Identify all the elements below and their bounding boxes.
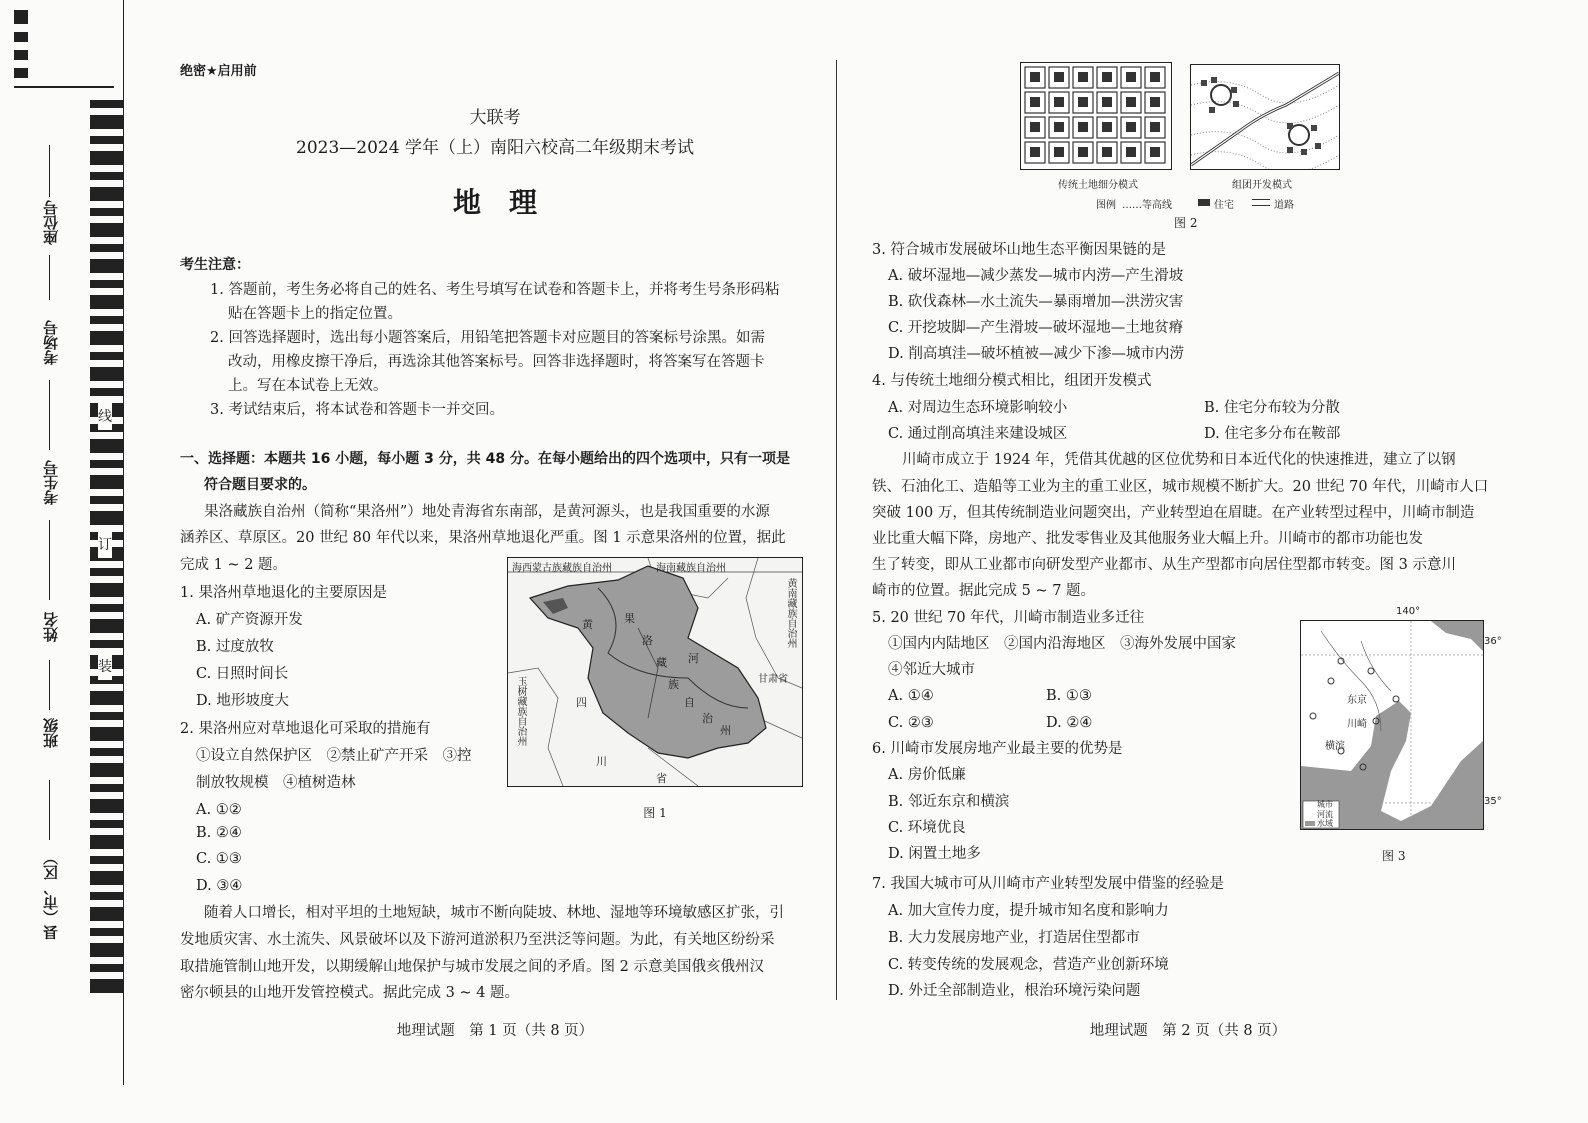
fig2-legend-residence: 住宅: [1214, 200, 1234, 211]
binding-mark-line: 线: [98, 402, 112, 430]
notice-line: 1. 答题前，考生务必将自己的姓名、考生号填写在试卷和答题卡上，并将考生号条形码粘: [210, 282, 780, 298]
passage-2-line: 随着人口增长，相对平坦的土地短缺，城市不断向陡坡、林地、湿地等环境敏感区扩张，引: [204, 905, 784, 921]
question-3: 3. 符合城市发展破坏山地生态平衡因果链的是: [872, 242, 1166, 258]
fig2-legend: 图例: [1096, 200, 1116, 211]
figure-2-left-grid: [1020, 62, 1172, 170]
q5-option-a[interactable]: A. ①④: [888, 688, 934, 704]
q2-option-b[interactable]: B. ②④: [196, 825, 242, 841]
exam-title: 2023—2024 学年（上）南阳六校高二年级期末考试: [296, 138, 694, 158]
binding-mark-bind: 装: [98, 652, 112, 680]
fig1-label: 甘肃省: [758, 674, 788, 685]
passage-3-line: 川崎市成立于 1924 年，凭借其优越的区位优势和日本近代化的快速推进，建立了以钢: [902, 452, 1456, 468]
q2-option-a[interactable]: A. ①②: [196, 802, 242, 818]
q4-option-c[interactable]: C. 通过削高填洼来建设城区: [888, 426, 1068, 442]
notice-line: 改动，用橡皮擦干净后，再选涂其他答案标号。回答非选择题时，将答案写在答题卡: [228, 354, 765, 370]
q4-option-a[interactable]: A. 对周边生态环境影响较小: [888, 400, 1068, 416]
figure-1-map: [507, 557, 803, 787]
fig2-right-caption: 组团开发模式: [1232, 180, 1292, 191]
passage-3-line: 突破 100 万，但其传统制造业问题突出，产业转型迫在眉睫。在产业转型过程中，川崎市制造: [872, 505, 1475, 521]
q2-statements: 制放牧规模 ④植树造林: [196, 775, 356, 791]
q7-option-a[interactable]: A. 加大宣传力度，提升城市知名度和影响力: [888, 903, 1169, 919]
class-label: 班级: [42, 718, 60, 748]
passage-1-line: 完成 1 ~ 2 题。: [180, 557, 288, 573]
passage-1-line: 涵养区、草原区。20 世纪 80 年代以来，果洛州草地退化严重。图 1 示意果洛州的位置，据此: [180, 530, 786, 546]
q4-option-b[interactable]: B. 住宅分布较为分散: [1204, 400, 1340, 416]
notice-title: 考生注意：: [180, 257, 250, 273]
exam-room-label: 考场号: [42, 320, 60, 365]
q4-option-d[interactable]: D. 住宅多分布在鞍部: [1204, 426, 1341, 442]
fig3-legend-water: 水域: [1317, 819, 1333, 828]
question-4: 4. 与传统土地细分模式相比，组团开发模式: [872, 373, 1152, 389]
section-heading: 一、选择题：本题共 16 小题，每小题 3 分，共 48 分。在每小题给出的四个选项中，只有一项是: [180, 451, 790, 467]
page-2-footer: 地理试题 第 2 页（共 8 页）: [1089, 1023, 1287, 1039]
fig2-legend-contour: ……等高线: [1122, 200, 1172, 211]
fig1-label: 川: [596, 755, 607, 768]
figure-3-caption: 图 3: [1382, 849, 1406, 863]
fig3-lat-36: 36°: [1484, 636, 1502, 647]
q2-statements: ①设立自然保护区 ②禁止矿产开采 ③控: [196, 748, 472, 764]
page-1-footer: 地理试题 第 1 页（共 8 页）: [396, 1023, 594, 1039]
exam-brand: 大联考: [469, 108, 521, 128]
passage-3-line: 业比重大幅下降，房地产、批发零售业及其他服务业大幅上升。川崎市的都市功能也发: [872, 531, 1423, 547]
passage-2-line: 密尔顿县的山地开发管控模式。据此完成 3 ~ 4 题。: [180, 985, 520, 1001]
q3-option-a[interactable]: A. 破坏湿地—减少蒸发—城市内涝—产生滑坡: [888, 268, 1184, 284]
fig3-kawasaki: 川崎: [1347, 719, 1367, 730]
road-legend-swatch: [1252, 199, 1270, 206]
fig1-label: 海南藏族自治州: [656, 563, 726, 574]
question-7: 7. 我国大城市可从川崎市产业转型发展中借鉴的经验是: [872, 876, 1224, 892]
fig1-label: 治: [702, 712, 713, 725]
figure-3-map: [1300, 620, 1484, 830]
passage-3-line: 生了转变，即从工业都市向研发型产业都市、从生产型都市向居住型都市转变。图 3 示意川: [872, 557, 1456, 573]
passage-3-line: 崎市的位置。据此完成 5 ~ 7 题。: [872, 583, 1096, 599]
q1-option-a[interactable]: A. 矿产资源开发: [196, 612, 303, 628]
seat-number-label: 座位号: [42, 200, 60, 245]
fig3-lat-35: 35°: [1484, 796, 1502, 807]
binding-mark-staple: 订: [98, 530, 112, 558]
figure-2-right-cluster: [1190, 64, 1340, 170]
fig1-label: 黄: [582, 618, 593, 631]
residence-legend-swatch: [1198, 199, 1210, 206]
q7-option-b[interactable]: B. 大力发展房地产业，打造居住型都市: [888, 930, 1140, 946]
q1-option-b[interactable]: B. 过度放牧: [196, 639, 274, 655]
q5-statements: ①国内内陆地区 ②国内沿海地区 ③海外发展中国家: [888, 636, 1236, 652]
q5-option-c[interactable]: C. ②③: [888, 715, 934, 731]
question-6: 6. 川崎市发展房地产业最主要的优势是: [872, 741, 1123, 757]
fig2-left-caption: 传统土地细分模式: [1058, 180, 1138, 191]
q2-option-c[interactable]: C. ①③: [196, 851, 242, 867]
subject-title: 地 理: [452, 186, 537, 219]
notice-line: 2. 回答选择题时，选出每小题答案后，用铅笔把答题卡对应题目的答案标号涂黑。如需: [210, 330, 765, 346]
q1-option-c[interactable]: C. 日照时间长: [196, 666, 289, 682]
passage-3-line: 铁、石油化工、造船等工业为主的重工业区，城市规模不断扩大。20 世纪 70 年代，川崎市人口: [872, 479, 1489, 495]
q5-option-d[interactable]: D. ②④: [1046, 715, 1093, 731]
fig1-label: 自: [684, 696, 695, 709]
notice-line: 上。写在本试卷上无效。: [228, 378, 388, 394]
candidate-number-label: 考生号: [42, 460, 60, 505]
q3-option-b[interactable]: B. 砍伐森林—水土流失—暴雨增加—洪涝灾害: [888, 294, 1184, 310]
fig3-tokyo: 东京: [1347, 695, 1367, 706]
name-label: 姓名: [42, 612, 60, 642]
page-2: [868, 0, 1508, 1123]
fig3-legend-city: 城市: [1317, 800, 1333, 809]
fig1-label: 藏: [656, 656, 667, 669]
fig2-legend-road: 道路: [1274, 200, 1294, 211]
fig3-legend-river: 河流: [1317, 810, 1333, 819]
q6-option-b[interactable]: B. 邻近东京和横滨: [888, 794, 1010, 810]
confidential-mark: 绝密★启用前: [180, 64, 257, 79]
notice-line: 贴在答题卡上的指定位置。: [228, 306, 402, 322]
page-1: [170, 0, 820, 1123]
fig1-label: 河: [688, 652, 699, 665]
q3-option-c[interactable]: C. 开挖坡脚—产生滑坡—破坏湿地—土地贫瘠: [888, 320, 1184, 336]
fig1-label: 省: [656, 772, 667, 785]
fig3-longitude: 140°: [1396, 606, 1421, 617]
question-2: 2. 果洛州应对草地退化可采取的措施有: [180, 721, 431, 737]
binding-strip: [0, 0, 128, 1123]
question-5: 5. 20 世纪 70 年代，川崎市制造业多迁往: [872, 610, 1145, 626]
fig3-yokohama: 横滨: [1325, 741, 1345, 752]
fig1-label: 黄南藏族自治州: [785, 578, 796, 648]
fig1-label: 州: [720, 724, 731, 737]
question-1: 1. 果洛州草地退化的主要原因是: [180, 585, 387, 601]
fig1-label: 海西蒙古族藏族自治州: [512, 563, 612, 574]
fig1-label: 果: [624, 612, 635, 625]
fig1-label: 洛: [642, 634, 653, 647]
q7-option-d[interactable]: D. 外迁全部制造业，根治环境污染问题: [888, 983, 1141, 999]
passage-1-line: 果洛藏族自治州（简称“果洛州”）地处青海省东南部，是黄河源头，也是我国重要的水源: [204, 504, 770, 520]
q6-option-c[interactable]: C. 环境优良: [888, 820, 966, 836]
passage-2-line: 取措施管制山地开发，以期缓解山地保护与城市发展之间的矛盾。图 2 示意美国俄亥俄州汉: [180, 959, 764, 975]
q5-statements: ④邻近大城市: [888, 662, 975, 678]
fig1-label: 玉树藏族自治州: [515, 676, 526, 746]
q1-option-d[interactable]: D. 地形坡度大: [196, 693, 289, 709]
q7-option-c[interactable]: C. 转变传统的发展观念，营造产业创新环境: [888, 957, 1169, 973]
notice-line: 3. 考试结束后，将本试卷和答题卡一并交回。: [210, 402, 504, 418]
county-label: 县（市、区）: [42, 850, 60, 940]
fig1-label: 族: [668, 678, 679, 691]
passage-2-line: 发地质灾害、水土流失、风景破坏以及下游河道淤积乃至洪泛等问题。为此，有关地区纷纷采: [180, 932, 775, 948]
q6-option-a[interactable]: A. 房价低廉: [888, 767, 966, 783]
figure-2-caption: 图 2: [1174, 216, 1198, 230]
q5-option-b[interactable]: B. ①③: [1046, 688, 1092, 704]
page-divider: [836, 60, 837, 1000]
section-heading-cont: 符合题目要求的。: [204, 477, 316, 493]
fig1-label: 四: [576, 696, 587, 709]
q6-option-d[interactable]: D. 闲置土地多: [888, 846, 981, 862]
figure-1-caption: 图 1: [643, 806, 667, 820]
q2-option-d[interactable]: D. ③④: [196, 878, 243, 894]
q3-option-d[interactable]: D. 削高填洼—破坏植被—减少下渗—城市内涝: [888, 346, 1184, 362]
